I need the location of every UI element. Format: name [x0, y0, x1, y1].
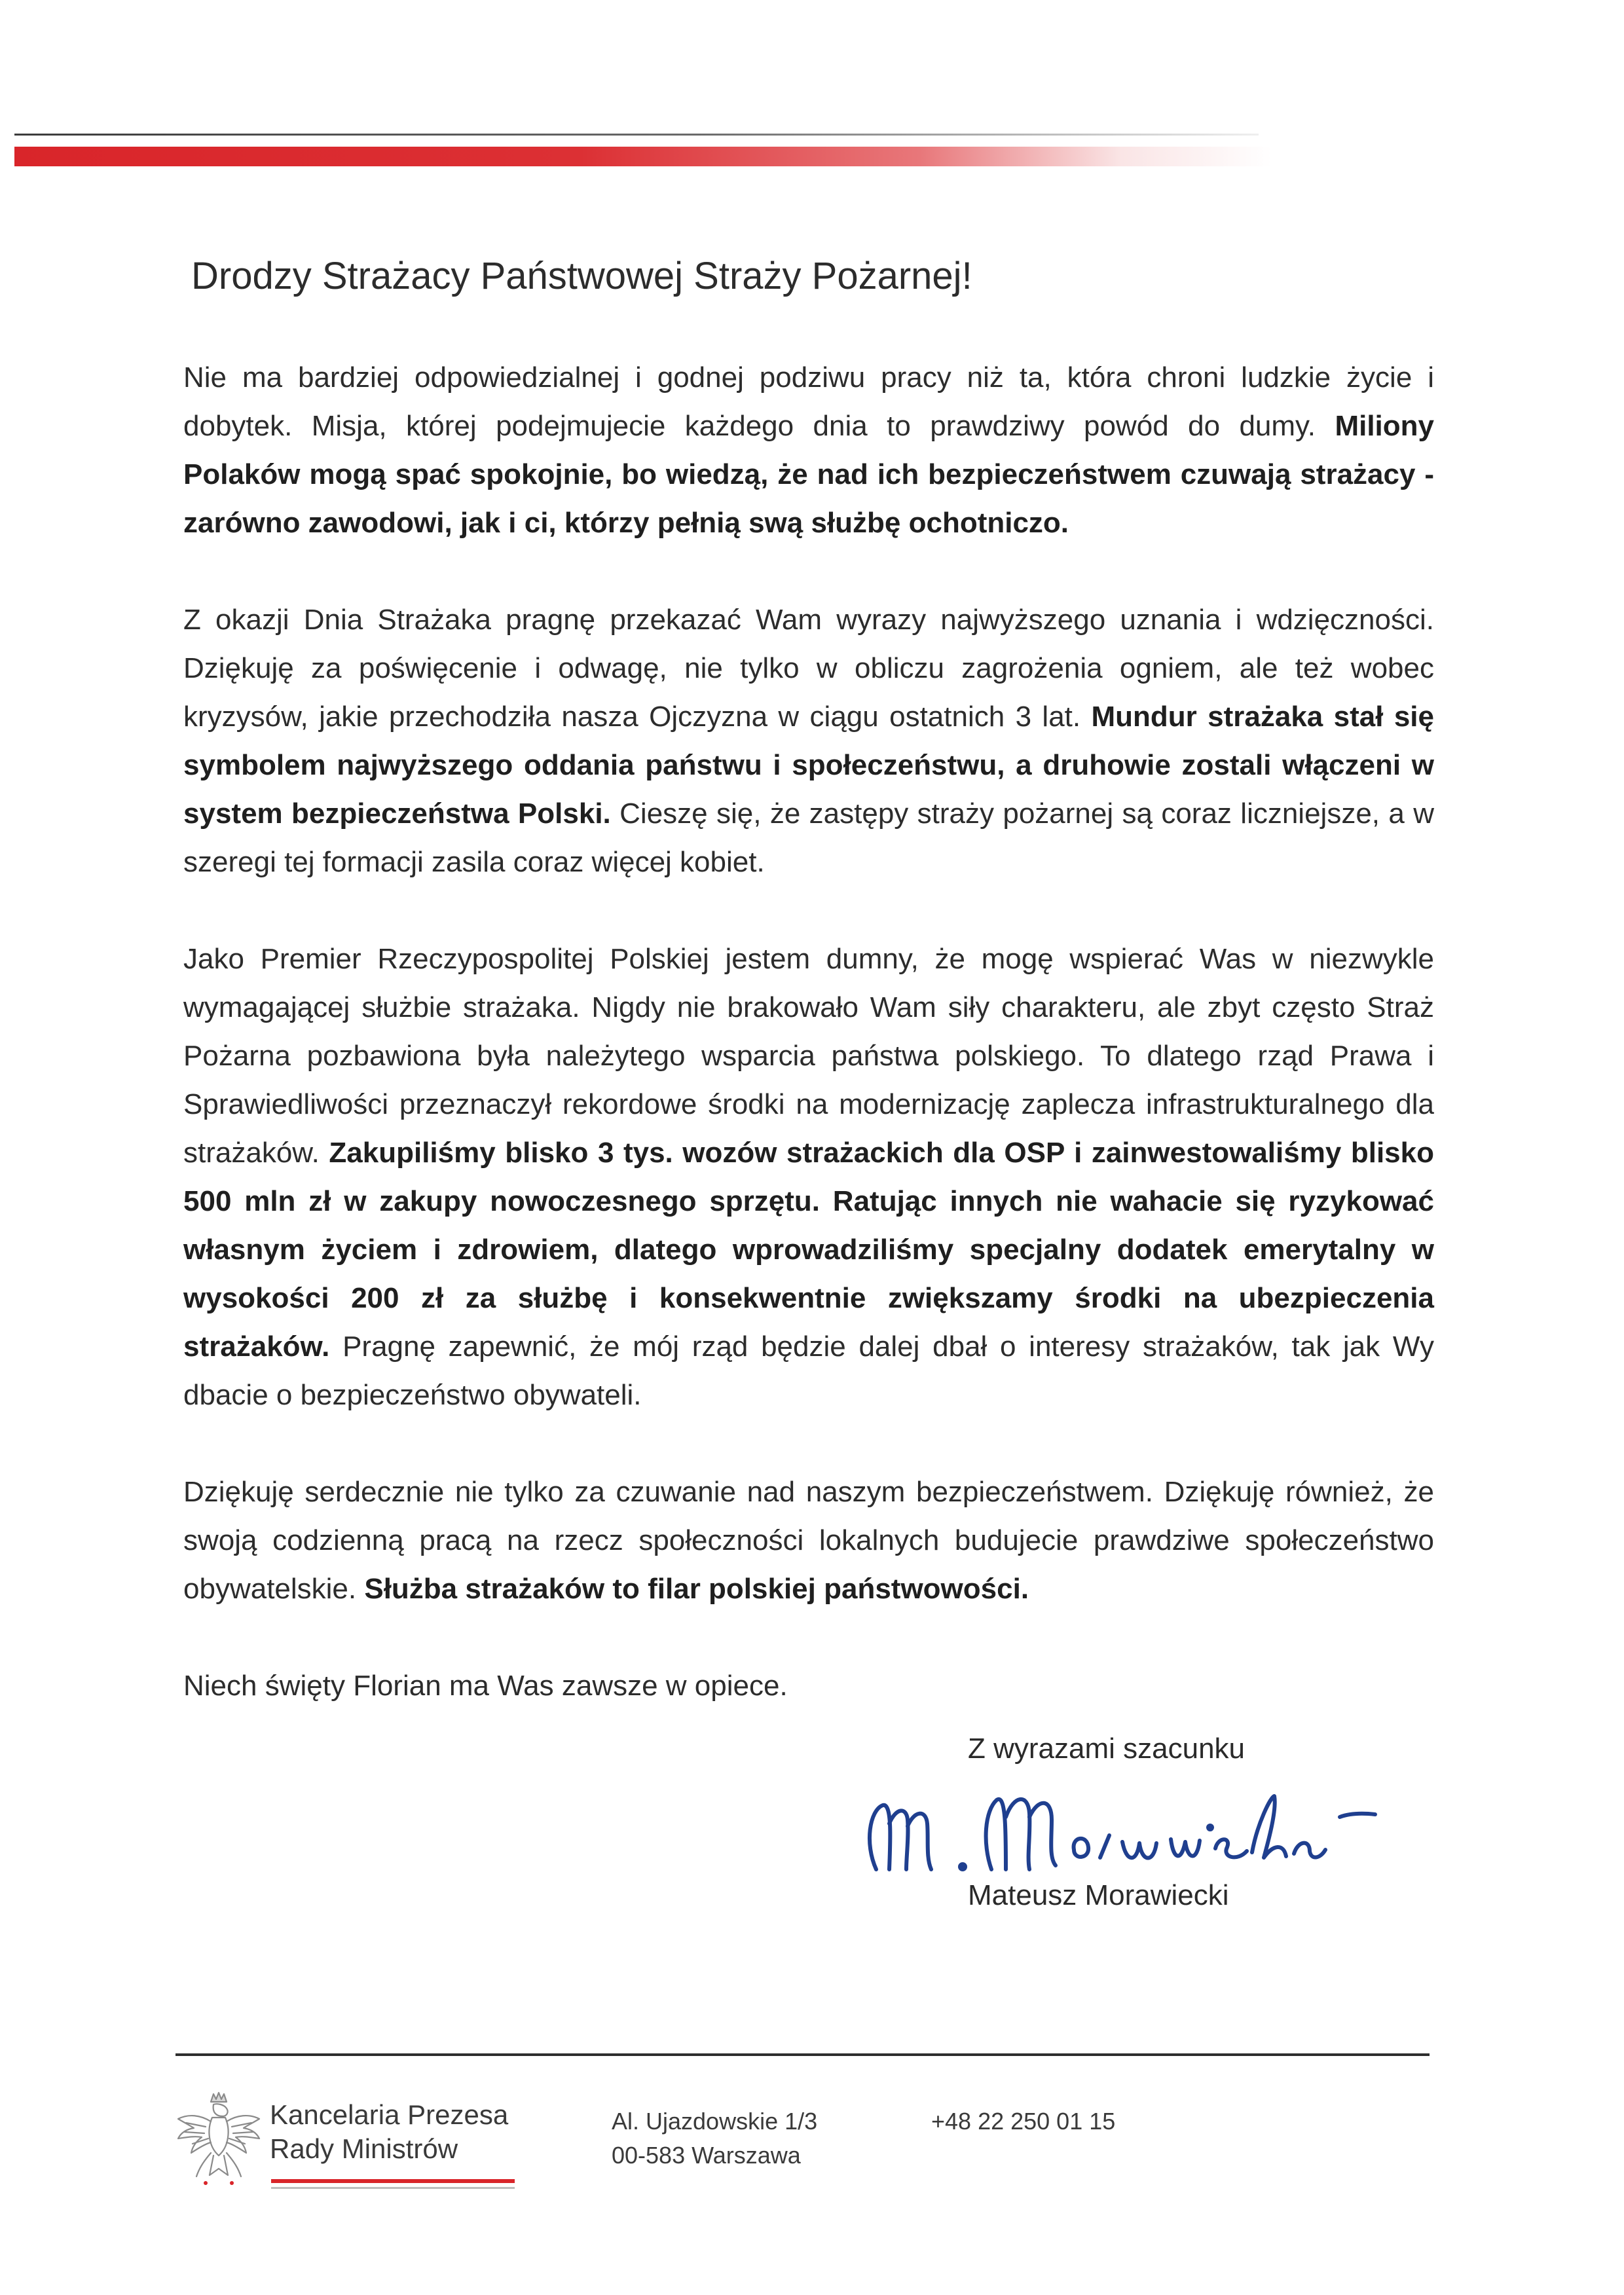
closing-phrase: Z wyrazami szacunku	[968, 1733, 1246, 1765]
paragraph-4-text: Dziękuję serdecznie nie tylko za czuwanie nad naszym bezpieczeństwem. Dziękuję również, że swoją codzienną pracą na rzecz społeczności lokalnych budujecie prawdziwe społeczeństwo obywatelskie.	[183, 1476, 1434, 1605]
org-line-2: Rady Ministrów	[270, 2133, 458, 2164]
address-street: Al. Ujazdowskie 1/3	[612, 2108, 818, 2135]
paragraph-1	[183, 354, 1434, 547]
header-red-band	[14, 147, 1272, 166]
paragraph-4	[183, 1468, 1434, 1613]
org-red-underline	[271, 2179, 515, 2183]
paragraph-1-bold: Miliony Polaków mogą spać spokojnie, bo wiedzą, że nad ich bezpieczeństwem czuwają strażacy - zarówno zawodowi, jak i ci, którzy pełnią swą służbę ochotniczo.	[183, 410, 1434, 539]
paragraph-2	[183, 596, 1434, 887]
footer-divider	[175, 2053, 1430, 2056]
paragraph-2-text-end: Cieszę się, że zastępy straży pożarnej są coraz liczniejsze, a w szeregi tej formacji zasila coraz więcej kobiet.	[183, 798, 1434, 878]
org-gray-underline	[271, 2187, 515, 2189]
handwritten-signature	[851, 1771, 1395, 1882]
paragraph-4-bold: Służba strażaków to filar polskiej państwowości.	[364, 1573, 1029, 1605]
paragraph-3-text-end: Pragnę zapewnić, że mój rząd będzie dalej dbał o interesy strażaków, tak jak Wy dbacie o bezpieczeństwo obywateli.	[183, 1331, 1434, 1411]
org-line-1: Kancelaria Prezesa	[270, 2099, 509, 2130]
paragraph-3	[183, 935, 1434, 1420]
eagle-emblem-icon	[173, 2090, 265, 2195]
paragraph-5-text: Niech święty Florian ma Was zawsze w opiece.	[183, 1670, 788, 1702]
letter-salutation: Drodzy Strażacy Państwowej Straży Pożarnej!	[191, 255, 972, 297]
paragraph-2-text: Z okazji Dnia Strażaka pragnę przekazać Wam wyrazy najwyższego uznania i wdzięczności. Dziękuję za poświęcenie i odwagę, nie tylko w obliczu zagrożenia ogniem, ale też wobec kryzysów, jakie przechodziła nasza Ojczyzna w ciągu ostatnich 3 lat.	[183, 604, 1434, 733]
paragraph-1-text: Nie ma bardziej odpowiedzialnej i godnej podziwu pracy niż ta, która chroni ludzkie życie i dobytek. Misja, której podejmujecie każdego dnia to prawdziwy powód do dumy.	[183, 361, 1434, 442]
letter-body	[183, 354, 1434, 1759]
paragraph-3-text: Jako Premier Rzeczypospolitej Polskiej jestem dumny, że mogę wspierać Was w niezwykle wymagającej służbie strażaka. Nigdy nie brakowało Wam siły charakteru, ale zbyt często Straż Pożarna pozbawiona była należytego wsparcia państwa polskiego. To dlatego rząd Prawa i Sprawiedliwości przeznaczył rekordowe środki na modernizację zaplecza infrastrukturalnego dla strażaków.	[183, 943, 1434, 1169]
address-city: 00-583 Warszawa	[612, 2142, 801, 2169]
paragraph-2-bold: Mundur strażaka stał się symbolem najwyższego oddania państwu i społeczeństwu, a druhowie zostali włączeni w system bezpieczeństwa Polski.	[183, 701, 1434, 830]
footer-phone: +48 22 250 01 15	[931, 2108, 1116, 2135]
paragraph-3-bold: Zakupiliśmy blisko 3 tys. wozów strażackich dla OSP i zainwestowaliśmy blisko 500 mln zł w zakupy nowoczesnego sprzętu. Ratując innych nie wahacie się ryzykować własnym życiem i zdrowiem, dlatego wprowadziliśmy specjalny dodatek emerytalny w wysokości 200 zł za służbę i konsekwentnie zwiększamy środki na ubezpieczenia strażaków.	[183, 1137, 1434, 1363]
paragraph-5	[183, 1662, 1434, 1710]
header-thin-line	[14, 134, 1259, 136]
signer-name: Mateusz Morawiecki	[968, 1879, 1229, 1911]
organization-name	[270, 2098, 508, 2166]
footer-address	[612, 2104, 817, 2173]
